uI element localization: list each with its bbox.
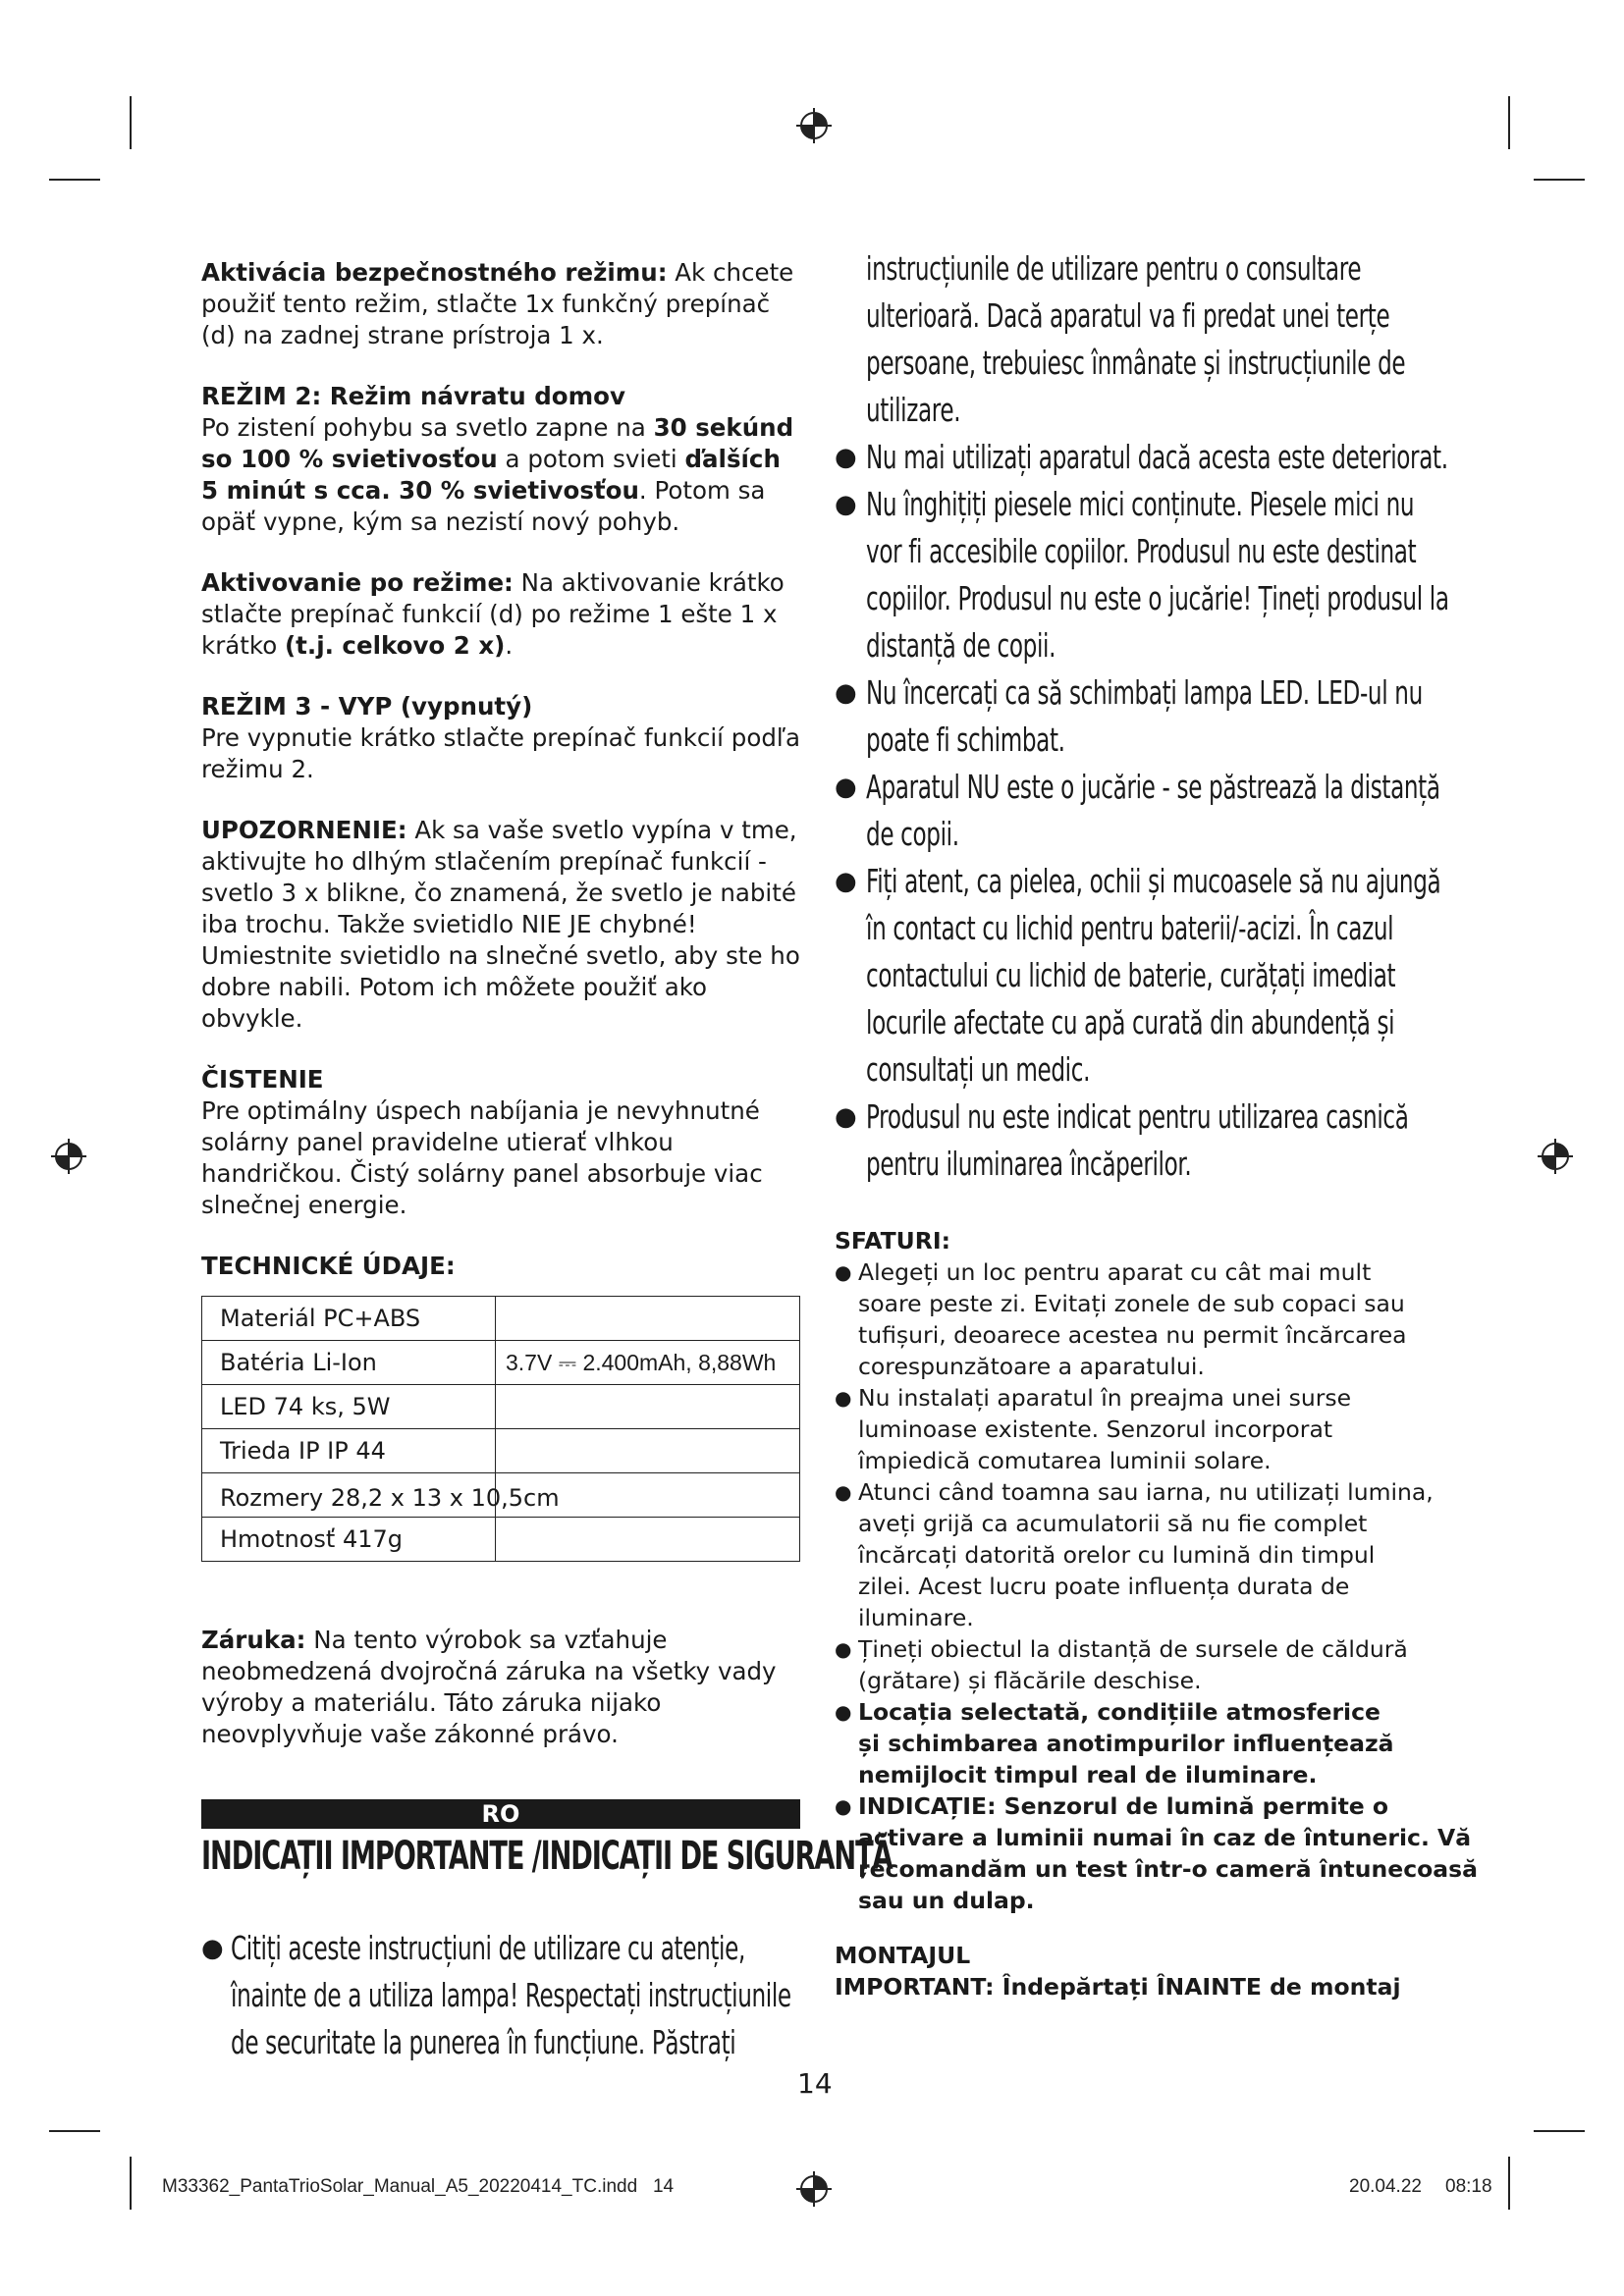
list-line: soare peste zi. Evitați zonele de sub copaci sau [858, 1290, 1405, 1317]
list-line: Nu mai utilizați aparatul dacă acesta este deteriorat. [866, 438, 1448, 476]
list-line: de securitate la punerea în funcțiune. Păstrați [231, 2023, 736, 2061]
rezim2-text: Po zistení pohybu sa svetlo zapne na [201, 413, 654, 442]
aktivovanie-bold: (t.j. celkovo 2 x) [284, 631, 506, 660]
rezim3-text: Pre vypnutie krátko stlačte prepínač funkcií podľa režimu 2. [201, 723, 801, 783]
table-cell: 3.7V ⎓ 2.400mAh, 8,88Wh [496, 1341, 800, 1385]
cistenie-text: Pre optimálny úspech nabíjania je nevyhnutné solárny panel pravidelne utierať vlhkou handričkou. Čistý solárny panel absorbuje viac slnečnej energie. [201, 1096, 763, 1219]
crop-mark [1508, 96, 1510, 149]
list-line: Țineți obiectul la distanță de sursele de căldură [858, 1635, 1408, 1663]
crop-mark [49, 2130, 100, 2132]
registration-mark-icon [794, 106, 834, 145]
list-line: locurile afectate cu apă curată din abundență și [866, 1003, 1395, 1041]
aktivovanie-section [201, 567, 802, 662]
bullet-icon: ● [835, 1480, 852, 1504]
list-item [201, 1925, 802, 2066]
upozornenie-section [201, 815, 802, 1035]
list-item [835, 1256, 1434, 1382]
list-item [835, 1633, 1434, 1696]
safety-list [835, 434, 1449, 1188]
montajul-section [835, 1940, 1434, 2002]
aktivacia-section [201, 257, 802, 351]
list-line: înainte de a utiliza lampa! Respectați instrucțiunile [231, 1976, 791, 2014]
aktivacia-text: Ak chcete použiť tento režim, stlačte 1x funkčný prepínač (d) na zadnej strane prístroja 1 x. [201, 258, 794, 349]
list-line: vor fi accesibile copiilor. Produsul nu este destinat [866, 532, 1417, 570]
right-column [835, 245, 1478, 2002]
list-line: consultați un medic. [866, 1050, 1091, 1089]
list-line: Aparatul NU este o jucărie - se păstrează la distanță [866, 768, 1440, 806]
list-item [835, 858, 1441, 1094]
crop-mark [1508, 2157, 1510, 2210]
bullet-icon: ● [835, 1794, 852, 1818]
list-line: recomandăm un test într-o cameră întunecoasă [858, 1855, 1478, 1883]
table-cell: Trieda IP IP 44 [202, 1429, 496, 1473]
list-item [835, 669, 1434, 764]
continued-text [835, 245, 1434, 434]
list-line: zilei. Acest lucru poate influența durata de [858, 1573, 1350, 1600]
list-line: iluminare. [858, 1604, 974, 1631]
rezim2-section [201, 381, 802, 538]
crop-mark [49, 179, 100, 181]
page-number: 14 [797, 2067, 833, 2100]
footer-date: 20.04.22 [1349, 2176, 1422, 2197]
list-item [835, 1790, 1478, 1916]
list-line: Nu instalați aparatul în preajma unei surse [858, 1384, 1352, 1412]
montajul-title: MONTAJUL [835, 1942, 971, 1969]
technical-title: TECHNICKÉ ÚDAJE: [201, 1252, 456, 1280]
table-row [202, 1341, 800, 1385]
list-item [835, 1476, 1434, 1633]
registration-mark-icon [1536, 1137, 1575, 1176]
list-item [835, 764, 1440, 858]
rezim2-text: a potom svieti [497, 445, 685, 473]
list-line: activare a luminii numai în caz de întuneric. Vă [858, 1824, 1472, 1851]
list-line: Alegeți un loc pentru aparat cu cât mai mult [858, 1258, 1372, 1286]
list-line: nemijlocit timpul real de iluminare. [858, 1761, 1318, 1789]
zaruka-label: Záruka: [201, 1626, 306, 1654]
crop-mark [130, 2157, 132, 2210]
table-cell [496, 1297, 800, 1341]
montajul-important: IMPORTANT: Îndepărtați ÎNAINTE de montaj [835, 1973, 1401, 2001]
list-line: contactului cu lichid de baterie, curățați imediat [866, 956, 1396, 994]
list-line: INDICAȚIE: Senzorul de lumină permite o [858, 1792, 1389, 1820]
sfaturi-title: SFATURI: [835, 1227, 950, 1255]
list-line: aveți grijă ca acumulatorii să nu fie complet [858, 1510, 1368, 1537]
list-line: Citiți aceste instrucțiuni de utilizare cu atenție, [231, 1929, 745, 1967]
table-cell: Hmotnosť 417g [202, 1518, 496, 1562]
cistenie-title: ČISTENIE [201, 1065, 324, 1094]
aktivovanie-label: Aktivovanie po režime: [201, 568, 514, 597]
list-line: Fiți atent, ca pielea, ochii și mucoasele să nu ajungă [866, 862, 1441, 900]
footer-time: 08:18 [1445, 2176, 1492, 2197]
list-line: poate fi schimbat. [866, 721, 1065, 759]
sfaturi-section [835, 1225, 1478, 2002]
aktivacia-label: Aktivácia bezpečnostného režimu: [201, 258, 668, 287]
list-line: pentru iluminarea încăperilor. [866, 1145, 1192, 1183]
list-item [835, 1382, 1434, 1476]
bullet-icon: ● [835, 1386, 852, 1410]
table-cell: Materiál PC+ABS [202, 1297, 496, 1341]
list-line: (grătare) și flăcările deschise. [858, 1667, 1202, 1694]
list-line: tufișuri, deoarece acestea nu permit încărcarea [858, 1321, 1407, 1349]
table-cell [202, 1473, 560, 1518]
bullet-icon: ● [835, 443, 857, 472]
bullet-icon: ● [835, 1102, 857, 1132]
list-line: luminoase existente. Senzorul incorporat [858, 1415, 1333, 1443]
table-cell: Batéria Li-Ion [202, 1341, 496, 1385]
table-cell [496, 1518, 800, 1562]
table-row [202, 1297, 800, 1341]
rezim2-bold: ďalších 5 minút s cca. 30 % svietivosťou [201, 445, 781, 505]
crop-mark [1534, 179, 1585, 181]
list-item [835, 481, 1449, 669]
list-line: în contact cu lichid pentru baterii/-acizi. În cazul [866, 909, 1394, 947]
rezim2-bold: 30 sekúnd so 100 % svietivosťou [201, 413, 794, 473]
crop-mark [130, 96, 132, 149]
zaruka-section [201, 1625, 802, 1750]
bullet-icon: ● [835, 678, 857, 708]
list-item [835, 1094, 1434, 1188]
bullet-icon: ● [201, 1934, 224, 1963]
text-line: instrucțiunile de utilizare pentru o consultare [866, 249, 1362, 288]
table-row [202, 1429, 800, 1473]
table-cell-text: Rozmery 28,2 x 13 x 10,5cm [220, 1484, 560, 1512]
bullet-icon: ● [835, 1700, 852, 1724]
table-cell [496, 1385, 800, 1429]
text-line: persoane, trebuiesc înmânate și instrucțiunile de [866, 344, 1406, 382]
list-line: și schimbarea anotimpurilor influențează [858, 1730, 1394, 1757]
language-bar: RO [201, 1799, 800, 1829]
table-cell: LED 74 ks, 5W [202, 1385, 496, 1429]
crop-mark [1534, 2130, 1585, 2132]
list-item [835, 434, 1448, 481]
zaruka-text: Na tento výrobok sa vzťahuje neobmedzená dvojročná záruka na všetky vady výroby a materiálu. Táto záruka nijako neovplyvňuje vaše zákonné právo. [201, 1626, 777, 1748]
rezim2-text: . Potom sa opäť vypne, kým sa nezistí nový pohyb. [201, 476, 766, 536]
bullet-icon: ● [835, 1637, 852, 1661]
cistenie-section [201, 1064, 802, 1221]
list-line: corespunzătoare a aparatului. [858, 1353, 1205, 1380]
list-line: distanță de copii. [866, 626, 1056, 665]
list-line: Locația selectată, condițiile atmosferice [858, 1698, 1380, 1726]
list-line: copiilor. Produsul nu este o jucărie! Țineți produsul la [866, 579, 1449, 617]
rezim3-section [201, 691, 802, 785]
list-item [835, 1696, 1434, 1790]
list-line: Nu încercați ca să schimbați lampa LED. LED-ul nu [866, 673, 1423, 712]
table-row [202, 1473, 800, 1518]
rezim3-title: REŽIM 3 - VYP (vypnutý) [201, 692, 533, 721]
table-row [202, 1518, 800, 1562]
text-line: utilizare. [866, 391, 961, 429]
bullet-icon: ● [835, 1260, 852, 1284]
text-line: ulterioară. Dacă aparatul va fi predat unei terțe [866, 296, 1390, 335]
list-line: sau un dulap. [858, 1887, 1035, 1914]
list-line: de copii. [866, 815, 959, 853]
registration-mark-icon [794, 2169, 834, 2209]
list-line: Produsul nu este indicat pentru utilizarea casnică [866, 1097, 1409, 1136]
list-line: împiedică comutarea luminii solare. [858, 1447, 1272, 1474]
aktivovanie-end: . [505, 631, 514, 660]
bullet-icon: ● [835, 773, 857, 802]
ro-title: INDICAȚII IMPORTANTE /INDICAȚII DE SIGURANȚĂ [201, 1834, 893, 1879]
list-line: Atunci când toamna sau iarna, nu utilizați lumina, [858, 1478, 1434, 1506]
list-line: Nu înghițiți piesele mici conținute. Piesele mici nu [866, 485, 1415, 523]
bullet-icon: ● [835, 490, 857, 519]
rezim2-title: REŽIM 2: Režim návratu domov [201, 382, 625, 410]
table-cell [496, 1429, 800, 1473]
list-line: încărcați datorită orelor cu lumină din timpul [858, 1541, 1376, 1569]
upozornenie-label: UPOZORNENIE: [201, 816, 407, 844]
registration-mark-icon [49, 1137, 88, 1176]
upozornenie-text: Ak sa vaše svetlo vypína v tme, aktivujte ho dlhým stlačením prepínač funkcií - svetlo 3 x blikne, čo znamená, že svetlo je nabité iba trochu. Takže svietidlo NIE JE chybné! Umiestnite svietidlo na slnečné svetlo, aby ste ho dobre nabili. Potom ich môžete použiť ako obvykle. [201, 816, 800, 1033]
aktivovanie-text: Na aktivovanie krátko stlačte prepínač funkcií (d) po režime 1 ešte 1 x krátko [201, 568, 785, 660]
technical-table [201, 1296, 800, 1562]
table-row [202, 1385, 800, 1429]
footer-file-info: M33362_PantaTrioSolar_Manual_A5_20220414_TC.indd 14 [162, 2176, 675, 2197]
bullet-icon: ● [835, 867, 857, 896]
